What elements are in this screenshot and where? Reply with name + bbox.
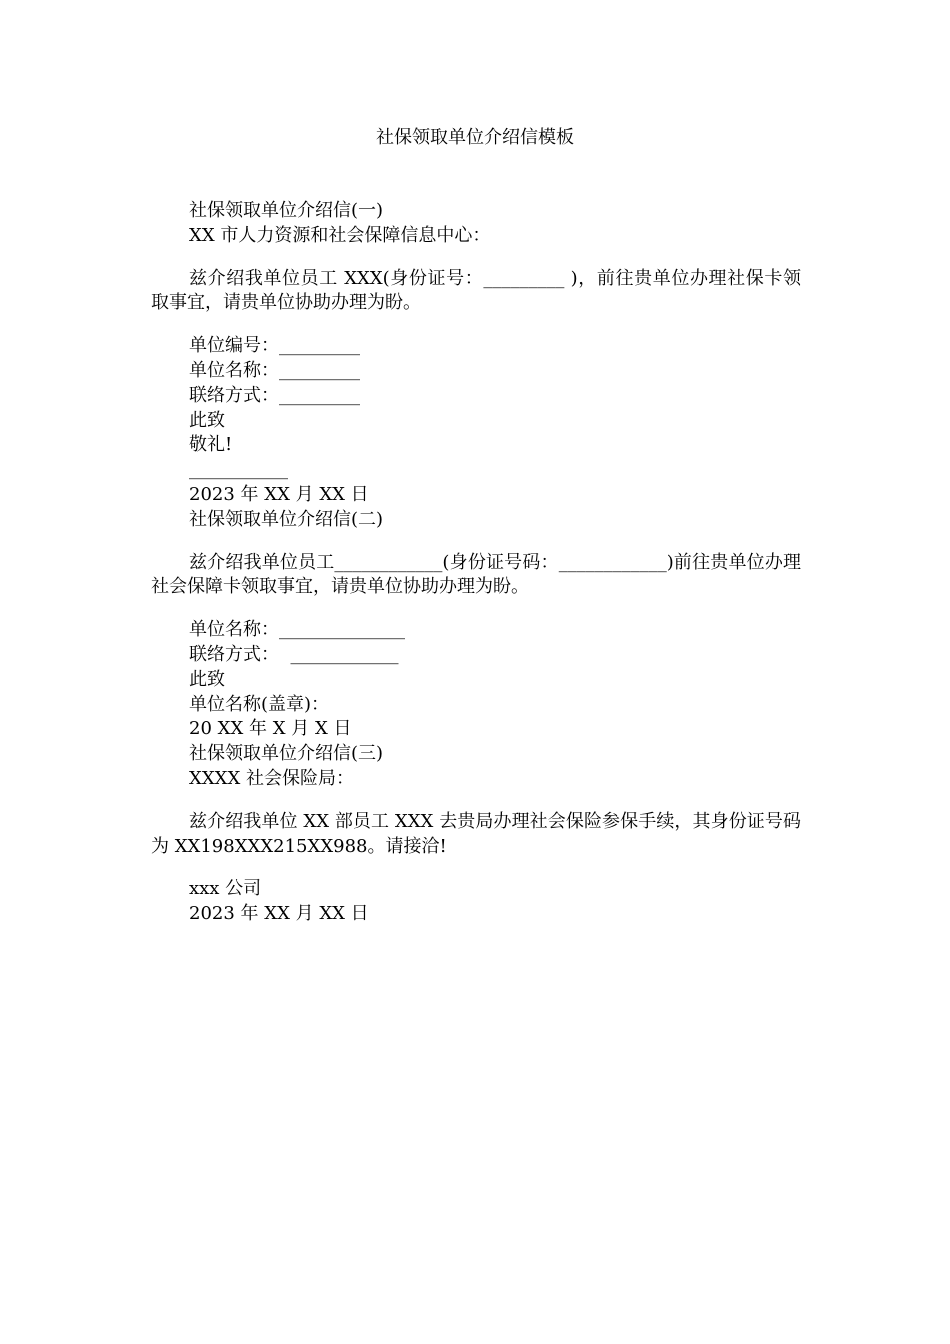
- paragraph-2: 兹介绍我单位员工____________(身份证号码：____________)前往贵单位办理社会保障卡领取事宜，请贵单位协助办理为盼。: [151, 551, 801, 598]
- date-3: 2023 年 XX 月 XX 日: [189, 903, 369, 925]
- document-body: [151, 199, 801, 927]
- recipient-1: XX 市人力资源和社会保障信息中心：: [189, 224, 491, 246]
- unit-number-field: 单位编号：_________: [189, 335, 360, 357]
- contact-field-1: 联络方式：_________: [189, 384, 360, 406]
- unit-name-field-1: 单位名称：_________: [189, 359, 360, 381]
- paragraph-1: 兹介绍我单位员工 XXX(身份证号：_________ )，前往贵单位办理社保卡领取事宜，请贵单位协助办理为盼。: [151, 267, 801, 314]
- closing-2: 此致: [189, 668, 225, 690]
- recipient-3: XXXX 社会保险局：: [189, 767, 354, 789]
- section-heading-1: 社保领取单位介绍信(一): [189, 200, 384, 221]
- unit-seal-field: 单位名称(盖章)：: [189, 693, 330, 715]
- closing-1: 此致: [189, 409, 225, 431]
- paragraph-3: 兹介绍我单位 XX 部员工 XXX 去贵局办理社会保险参保手续，其身份证号码为 XX198XXX215XX988。请接洽!: [151, 810, 801, 857]
- document-title: 社保领取单位介绍信模板: [376, 127, 574, 148]
- date-2: 20 XX 年 X 月 X 日: [189, 718, 352, 740]
- date-1: 2023 年 XX 月 XX 日: [189, 483, 369, 505]
- signature-line-1: ___________: [189, 459, 288, 481]
- contact-field-2: 联络方式： ____________: [189, 643, 399, 665]
- salutation-1: 敬礼!: [189, 434, 233, 456]
- unit-name-field-2: 单位名称：______________: [189, 619, 405, 641]
- section-heading-2: 社保领取单位介绍信(二): [189, 508, 384, 530]
- section-heading-3: 社保领取单位介绍信(三): [189, 743, 384, 765]
- company-name: xxx 公司: [189, 878, 262, 900]
